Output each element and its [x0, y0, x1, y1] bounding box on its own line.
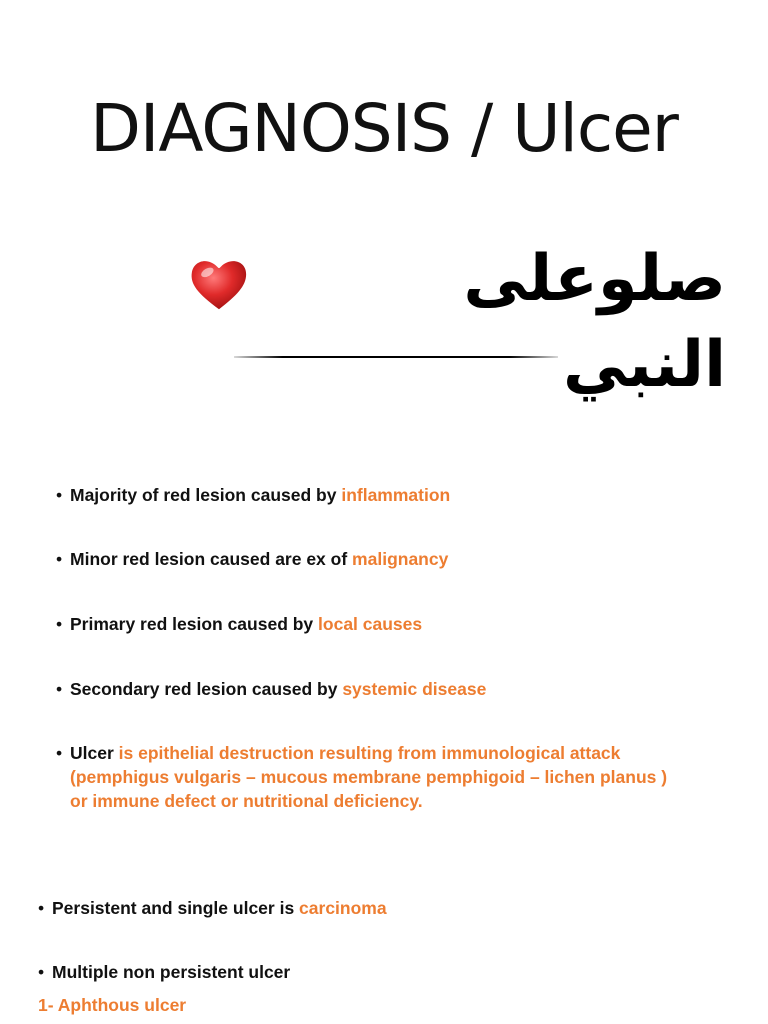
- bullet-item: [56, 483, 450, 507]
- heart-icon: [188, 254, 250, 314]
- ulcer-definition-line-3: or immune defect or nutritional deficiency.: [70, 791, 423, 811]
- arabic-banner: [178, 228, 726, 403]
- bullet-text: Minor red lesion caused are ex of: [70, 549, 353, 569]
- bullet-highlight: systemic disease: [342, 679, 487, 699]
- page-title: DIAGNOSIS / Ulcer: [90, 90, 678, 167]
- bullet-item: [56, 547, 448, 571]
- bullet-dot: •: [56, 679, 63, 699]
- bullet-dot: •: [38, 962, 45, 982]
- bullet-text: Primary red lesion caused by: [70, 614, 319, 634]
- bullet-text: Majority of red lesion caused by: [70, 485, 342, 505]
- bullet-dot: •: [56, 485, 63, 505]
- ulcer-definition-line-2: (pemphigus vulgaris – mucous membrane pemphigoid – lichen planus ): [70, 767, 668, 787]
- ulcer-definition-line-1: is epithelial destruction resulting from immunological attack: [118, 743, 621, 763]
- bullet-text: Multiple non persistent ulcer: [52, 962, 291, 982]
- ulcer-term: Ulcer: [70, 743, 119, 763]
- bullet-dot: •: [38, 898, 45, 918]
- bullet-highlight: carcinoma: [299, 898, 387, 918]
- bullet-item: [56, 612, 422, 636]
- ulcer-definition: [56, 741, 667, 813]
- bullet-dot: •: [56, 549, 63, 569]
- bullet-text: Secondary red lesion caused by: [70, 679, 343, 699]
- bullet-dot: •: [56, 614, 63, 634]
- bullet-highlight: local causes: [318, 614, 423, 634]
- bullet-highlight: inflammation: [341, 485, 451, 505]
- bullet-item: [38, 960, 290, 984]
- numbered-item: 1- Aphthous ulcer: [38, 995, 187, 1015]
- bullet-text: Persistent and single ulcer is: [52, 898, 300, 918]
- bullet-item: [38, 896, 387, 920]
- calligraphy-underline: [234, 356, 558, 358]
- arabic-calligraphy: صلوعلى النبي: [463, 242, 726, 403]
- bullet-highlight: malignancy: [352, 549, 449, 569]
- bullet-item: [56, 677, 486, 701]
- bullet-dot: •: [56, 743, 63, 763]
